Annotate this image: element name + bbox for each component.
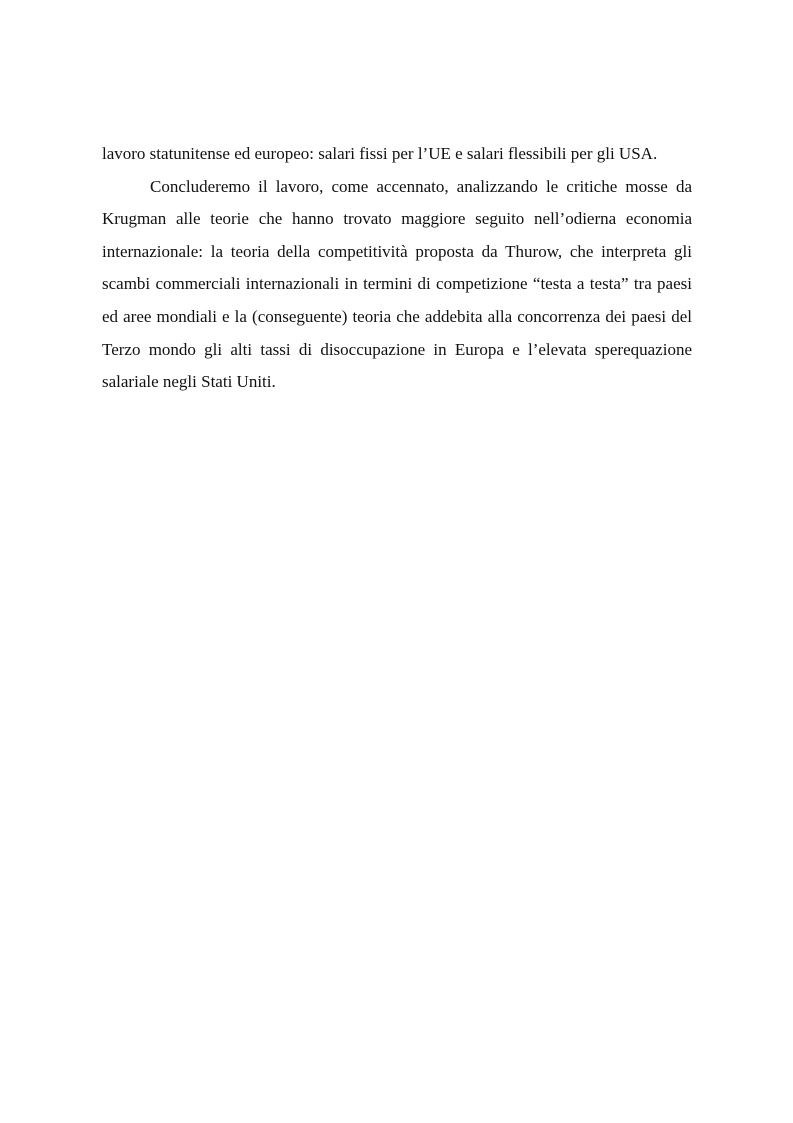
- body-text: [102, 138, 692, 399]
- paragraph-continued: lavoro statunitense ed europeo: salari fissi per l’UE e salari flessibili per gli USA.: [102, 144, 658, 163]
- paragraph-conclusion: Concluderemo il lavoro, come accennato, analizzando le critiche mosse da Krugman alle teorie che hanno trovato maggiore seguito nell’odierna economia internazionale: la teoria della competitività proposta da Thurow, che interpreta gli scambi commerciali internazionali in termini di competizione “testa a testa” tra paesi ed aree mondiali e la (conseguente) teoria che addebita alla concorrenza dei paesi del Terzo mondo gli alti tassi di disoccupazione in Europa e l’elevata sperequazione salariale negli Stati Uniti.: [102, 176, 692, 392]
